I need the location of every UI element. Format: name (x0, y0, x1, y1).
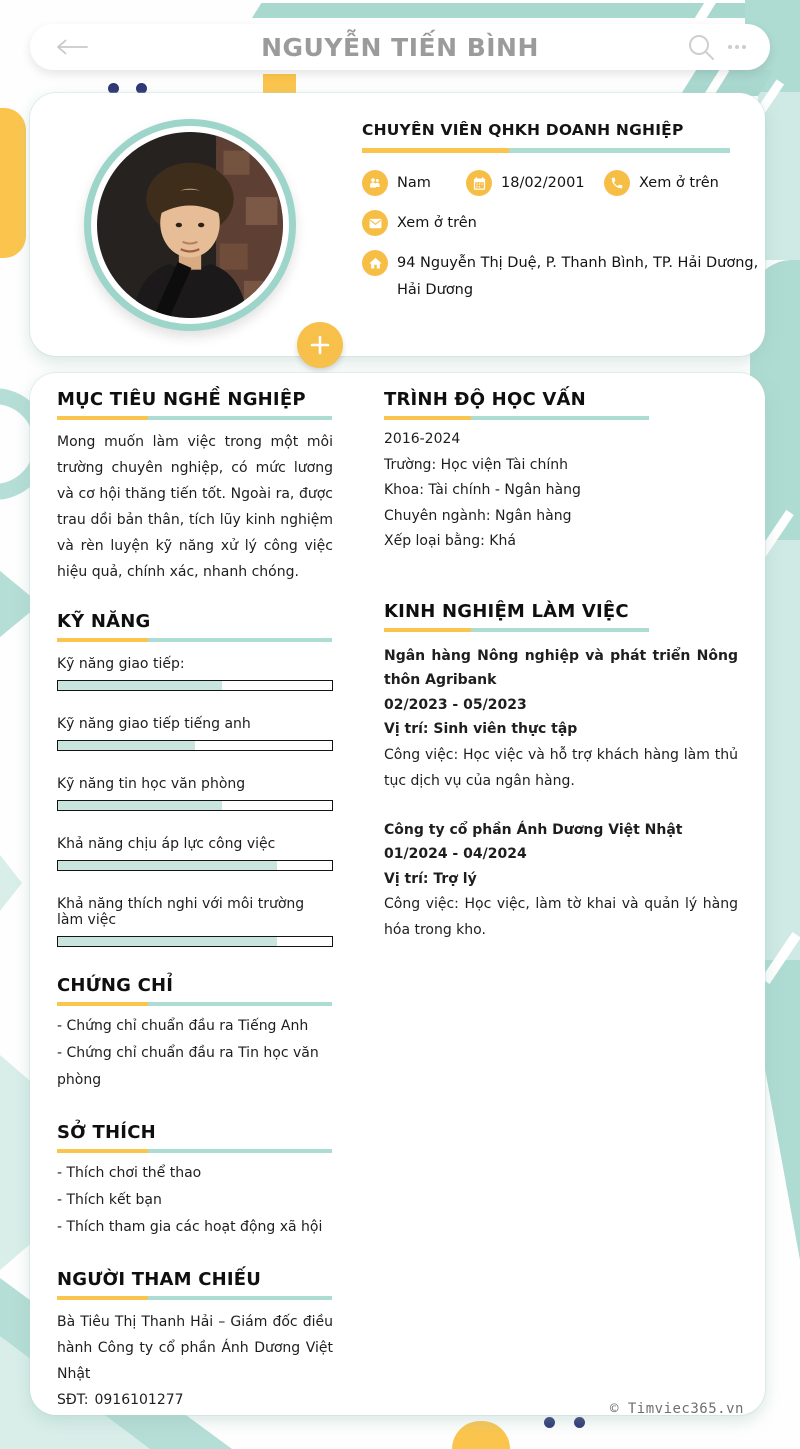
page-title: NGUYỄN TIẾN BÌNH (261, 32, 539, 62)
skill-bar (57, 860, 333, 871)
skill-item (57, 716, 333, 751)
education-line: Chuyên ngành: Ngân hàng (384, 507, 572, 524)
hobby-item: - Thích kết bạn (57, 1192, 162, 1208)
job-company: Công ty cổ phần Ánh Dương Việt Nhật (384, 821, 683, 838)
info-row-1 (362, 170, 742, 196)
skill-label: Khả năng chịu áp lực công việc (57, 836, 276, 852)
phone-value: Xem ở trên (639, 175, 719, 191)
education-line: Khoa: Tài chính - Ngân hàng (384, 482, 581, 498)
search-button[interactable] (686, 32, 716, 62)
gender-icon (362, 170, 388, 196)
profile-card (30, 93, 765, 356)
decor-dot-bottom-1 (544, 1417, 555, 1428)
job-entry (384, 644, 738, 794)
skill-label: Kỹ năng tin học văn phòng (57, 776, 246, 792)
job-title: CHUYÊN VIÊN QHKH DOANH NGHIỆP (362, 121, 684, 139)
skill-item (57, 896, 333, 947)
section-title-education: TRÌNH ĐỘ HỌC VẤN (384, 389, 586, 410)
birthday-value: 18/02/2001 (501, 175, 585, 191)
objective-text: Mong muốn làm việc trong một môi trường chuyên nghiệp, có mức lương và cơ hội thăng tiến tốt. Ngoài ra, được trau dồi bản thân, tích lũy kinh nghiệm và rèn luyện kỹ năng xử lý công việc hiệu quả, chính xác, nhanh chóng. (57, 434, 333, 580)
skill-fill (58, 741, 195, 750)
section-underline (57, 1149, 332, 1153)
hobby-item: - Thích chơi thể thao (57, 1165, 202, 1181)
reference-phone (57, 1387, 333, 1414)
background-shape-left-triangle-2 (0, 855, 22, 911)
address-value: 94 Nguyễn Thị Duệ, P. Thanh Bình, TP. Hải Dương, Hải Dương (397, 255, 759, 298)
top-bar (30, 24, 770, 70)
back-arrow-icon (54, 38, 90, 56)
section-underline (384, 628, 649, 632)
section-title-experience: KINH NGHIỆM LÀM VIỆC (384, 600, 629, 622)
watermark-credit: © Timviec365.vn (610, 1401, 744, 1417)
more-options-icon (728, 45, 732, 49)
skill-item (57, 656, 333, 691)
profile-info (362, 113, 759, 304)
skill-label: Khả năng thích nghi với môi trường làm việc (57, 896, 305, 928)
skill-fill (58, 861, 277, 870)
search-icon (686, 32, 716, 62)
certificate-item: - Chứng chỉ chuẩn đầu ra Tiếng Anh (57, 1018, 309, 1034)
background-shape-top-band (252, 3, 800, 18)
section-title-objective: MỤC TIÊU NGHỀ NGHIỆP (57, 389, 306, 410)
decor-yellow-semicircle (452, 1421, 510, 1449)
reference-phone-label: SĐT: (57, 1392, 89, 1408)
skill-label: Kỹ năng giao tiếp: (57, 656, 185, 672)
section-title-hobbies: SỞ THÍCH (57, 1122, 156, 1143)
background-shape-yellow-pill (0, 108, 26, 258)
job-position: Vị trí: Trợ lý (384, 870, 477, 887)
email-value: Xem ở trên (397, 215, 477, 231)
section-title-reference: NGƯỜI THAM CHIẾU (57, 1269, 262, 1290)
phone-icon (604, 170, 630, 196)
skill-bar (57, 800, 333, 811)
skill-bar (57, 936, 333, 947)
section-underline (57, 416, 332, 420)
hobby-item: - Thích tham gia các hoạt động xã hội (57, 1219, 323, 1235)
certificates-list (57, 1013, 333, 1094)
gender-value: Nam (397, 175, 431, 191)
reference-phone-value: 0916101277 (94, 1392, 184, 1408)
reference-text: Bà Tiêu Thị Thanh Hải – Giám đốc điều hành Công ty cổ phần Ánh Dương Việt Nhật (57, 1314, 333, 1382)
job-period: 01/2024 - 04/2024 (384, 846, 527, 862)
section-underline (57, 1002, 332, 1006)
section-underline (57, 1296, 332, 1300)
hobbies-list (57, 1160, 333, 1241)
job-entry (384, 818, 738, 944)
avatar (84, 119, 296, 331)
plus-icon (309, 334, 331, 356)
email-icon (362, 210, 388, 236)
skill-bar (57, 680, 333, 691)
section-underline (57, 638, 332, 642)
job-description: Công việc: Học việc, làm tờ khai và quản lý hàng hóa trong kho. (384, 896, 738, 938)
home-icon (362, 250, 388, 276)
background-shape-left-polygon (0, 1055, 30, 1270)
calendar-icon (466, 170, 492, 196)
certificate-item: - Chứng chỉ chuẩn đầu ra Tin học văn phòng (57, 1045, 319, 1088)
job-description: Công việc: Học việc và hỗ trợ khách hàng làm thủ tục dịch vụ của ngân hàng. (384, 746, 738, 789)
job-company: Ngân hàng Nông nghiệp và phát triển Nông thôn Agribank (384, 647, 738, 688)
skills-list (57, 656, 333, 947)
info-row-3 (362, 250, 759, 304)
education-line: 2016-2024 (384, 431, 461, 447)
title-underline (362, 148, 730, 153)
right-column (384, 389, 738, 1415)
left-column (57, 389, 333, 1415)
experience-list (384, 644, 738, 944)
decor-dot-bottom-2 (574, 1417, 585, 1428)
skill-fill (58, 801, 222, 810)
profile-photo (97, 132, 283, 318)
section-underline (384, 416, 649, 420)
more-options-button[interactable] (728, 45, 746, 49)
job-position: Vị trí: Sinh viên thực tập (384, 721, 578, 737)
add-photo-button[interactable] (297, 322, 343, 368)
skill-fill (58, 681, 222, 690)
skill-item (57, 776, 333, 811)
skill-fill (58, 937, 277, 946)
job-period: 02/2023 - 05/2023 (384, 696, 527, 713)
section-title-skills: KỸ NĂNG (57, 611, 151, 632)
info-row-2 (362, 210, 742, 236)
skill-label: Kỹ năng giao tiếp tiếng anh (57, 716, 251, 732)
skill-bar (57, 740, 333, 751)
cv-body-card (30, 373, 765, 1415)
back-button[interactable] (54, 38, 90, 56)
education-line: Trường: Học viện Tài chính (384, 456, 569, 473)
skill-item (57, 836, 333, 871)
education-line: Xếp loại bằng: Khá (384, 533, 516, 549)
education-list (384, 427, 738, 555)
section-title-certificates: CHỨNG CHỈ (57, 975, 174, 996)
